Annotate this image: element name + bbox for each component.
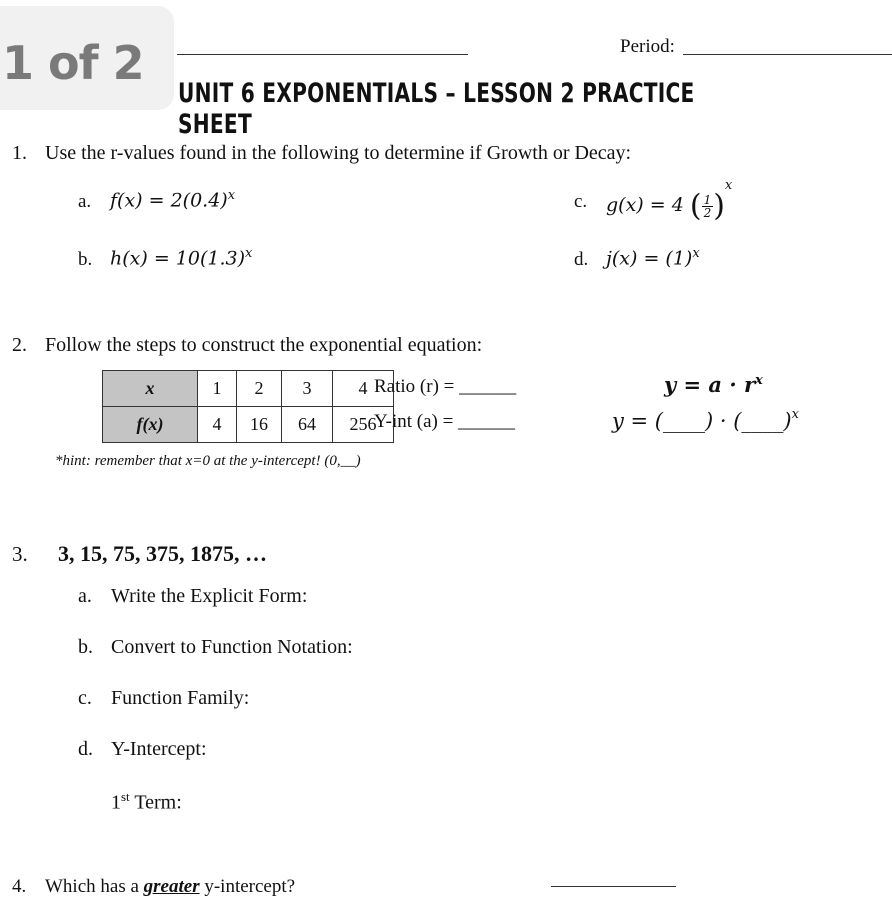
first-term-label: [111, 789, 182, 815]
period-blank-line: [683, 54, 892, 55]
fx-header-cell: f(x): [103, 407, 198, 443]
table-cell: 3: [282, 371, 333, 407]
q4-prompt-start: Which has a: [45, 876, 139, 897]
first-term-number: 1: [111, 791, 121, 814]
q1c-numerator: 1: [703, 192, 712, 207]
q1b-function: [110, 246, 252, 269]
name-blank-line: [177, 54, 468, 55]
formula-fill-in-text: y = (____) · (____): [612, 409, 792, 433]
q1c-denominator: 2: [703, 205, 712, 220]
q1c-fraction: [702, 194, 714, 219]
q3a-label: a.: [78, 585, 92, 607]
q1-prompt: Use the r-values found in the following to determine if Growth or Decay:: [45, 142, 632, 164]
q4-prompt: [45, 876, 295, 898]
q1d-expression: j(x) = (1): [606, 247, 693, 270]
page-counter-badge: [0, 6, 174, 110]
ratio-label: Ratio (r) = ______: [374, 376, 517, 397]
q3c-label: c.: [78, 687, 92, 709]
yint-label: Y-int (a) = ______: [374, 411, 516, 432]
q1c-exponent: x: [724, 178, 733, 193]
q3d-label: d.: [78, 738, 93, 760]
q3a-text: Write the Explicit Form:: [111, 585, 308, 607]
table-cell: 2: [237, 371, 282, 407]
q2-prompt: Follow the steps to construct the exponential equation:: [45, 334, 483, 356]
formula-general-exponent: x: [755, 373, 763, 388]
q1-number: 1.: [12, 142, 27, 164]
q1a-function: [110, 188, 235, 211]
q1c-expression: g(x) = 4: [606, 194, 684, 216]
q4-number: 4.: [12, 876, 27, 897]
q2-hint: *hint: remember that x=0 at the y-intercept! (0,__): [55, 453, 361, 469]
formula-general: [664, 372, 763, 397]
period-label: Period:: [620, 36, 675, 57]
q1b-exponent: x: [245, 246, 253, 261]
q3c-text: Function Family:: [111, 687, 250, 709]
table-cell: 64: [282, 407, 333, 443]
table-cell: 1: [198, 371, 237, 407]
q1a-label: a.: [78, 191, 92, 212]
first-term-suffix: st: [121, 789, 130, 804]
q4-answer-line: [551, 886, 676, 887]
q1d-label: d.: [574, 249, 589, 270]
formula-fill-in-exponent: x: [791, 407, 799, 422]
table-cell: 16: [237, 407, 282, 443]
table-cell: 4: [198, 407, 237, 443]
q3-number: 3.: [12, 542, 28, 566]
q1b-expression: h(x) = 10(1.3): [110, 247, 245, 270]
page-counter-text: 1 of 2: [2, 36, 144, 90]
q3b-label: b.: [78, 636, 93, 658]
q1b-label: b.: [78, 249, 93, 270]
q1a-exponent: x: [227, 188, 236, 203]
q3b-text: Convert to Function Notation:: [111, 636, 353, 658]
formula-fill-in: [612, 407, 799, 433]
q1a-expression: f(x) = 2(0.4): [110, 189, 228, 212]
q1d-function: [606, 246, 700, 269]
first-term-text: Term:: [134, 791, 182, 814]
q2-values-table: [102, 370, 394, 443]
table-row: [103, 407, 394, 443]
table-cell: 256: [333, 407, 394, 443]
q3-sequence: 3, 15, 75, 375, 1875, …: [58, 541, 267, 566]
page-title: UNIT 6 EXPONENTIALS – LESSON 2 PRACTICE SHEET: [178, 78, 695, 140]
q4-prompt-end: y-intercept?: [204, 876, 296, 897]
q1c-label: c.: [574, 191, 588, 212]
x-header-cell: x: [103, 371, 198, 407]
q3d-text: Y-Intercept:: [111, 738, 207, 760]
formula-general-text: y = a · r: [664, 372, 756, 397]
q1c-function: g(x) = 4 ( $\frac{1}{2}$ )$^x$: [606, 178, 733, 224]
q2-number: 2.: [12, 334, 27, 356]
q1d-exponent: x: [692, 246, 700, 261]
table-row: [103, 371, 394, 407]
table-cell: 4: [333, 371, 394, 407]
q4-prompt-emphasis: greater: [143, 876, 200, 897]
